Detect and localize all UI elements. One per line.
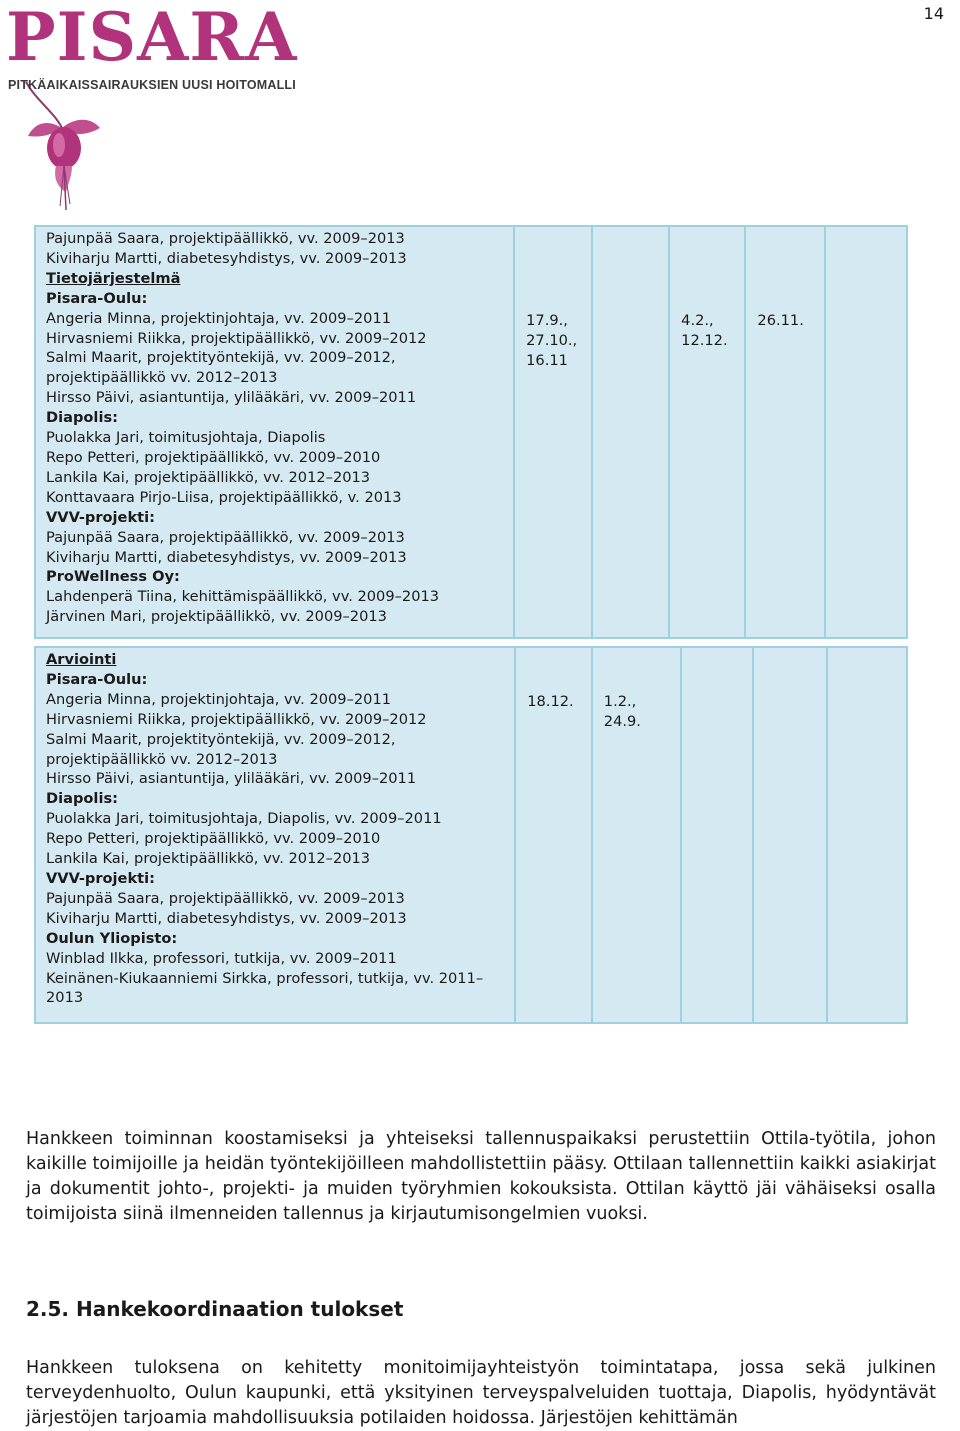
paragraph-results: Hankkeen tuloksena on kehitetty monitoimijayhteistyön toimintatapa, jossa sekä julkinen terveydenhuolto, Oulun kaupunki, että yksityinen terveyspalveluiden tuottaja, Diapolis, hyödyntävät järjestöjen tarjoamia mahdollisuuksia potilaiden hoidossa. Järjestöjen kehittämän [26,1358,936,1428]
participant-line: Lahdenperä Tiina, kehittämispäällikkö, vv. 2009–2013 [46,588,440,606]
group-heading: Diapolis: [46,409,118,427]
participant-line: Kiviharju Martti, diabetesyhdistys, vv. 2009–2013 [46,909,407,927]
group-heading: Tietojärjestelmä [46,269,181,287]
participant-line: Angeria Minna, projektinjohtaja, vv. 2009–2011 [46,690,392,708]
table-cell-date: 26.11. [745,226,824,638]
table-cell-participants [35,647,515,1023]
table-cell-date: 17.9., 27.10., 16.11 [514,226,591,638]
group-heading: Pisara-Oulu: [46,289,148,307]
paragraph-ottila: Hankkeen toiminnan koostamiseksi ja yhteiseksi tallennuspaikaksi perustettiin Ottila-työtila, johon kaikille toimijoille ja heidän työntekijöilleen mahdollistettiin pääsy. Ottilaan tallennettiin kaikki asiakirjat ja dokumentit johto-, projekti- ja muiden työryhmien kokouksista. Ottilan käyttö jäi vähäiseksi osalla toimijoista siinä ilmenneiden tallennus ja kirjautumisongelmien vuoksi. [26,1129,936,1224]
participant-line: Konttavaara Pirjo-Liisa, projektipäällikkö, v. 2013 [46,488,402,506]
participant-line: Winblad Ilkka, professori, tutkija, vv. 2009–2011 [46,949,397,967]
participant-line: 2013 [46,989,84,1007]
participant-line: projektipäällikkö vv. 2012–2013 [46,369,278,387]
participant-line: Puolakka Jari, toimitusjohtaja, Diapolis, vv. 2009–2011 [46,810,442,828]
table-cell-date [827,647,907,1023]
participant-line: Salmi Maarit, projektityöntekijä, vv. 2009–2012, [46,730,396,748]
pisara-logo [6,0,298,225]
table-top [34,225,908,639]
participant-line: Hirvasniemi Riikka, projektipäällikkö, vv. 2009–2012 [46,710,427,728]
table-cell-date [753,647,828,1023]
group-heading: Arviointi [46,651,117,668]
participant-line: Repo Petteri, projektipäällikkö, vv. 2009–2010 [46,448,381,466]
logo-tagline: PITKÄAIKAISSAIRAUKSIEN UUSI HOITOMALLI [8,78,296,92]
participant-line: Repo Petteri, projektipäällikkö, vv. 2009–2010 [46,830,381,848]
table-bottom [34,646,908,1024]
participant-line: Puolakka Jari, toimitusjohtaja, Diapolis [46,429,326,447]
group-heading: VVV-projekti: [46,869,155,887]
group-heading: ProWellness Oy: [46,568,180,586]
participant-line: Keinänen-Kiukaanniemi Sirkka, professori, tutkija, vv. 2011– [46,969,484,987]
group-heading: Oulun Yliopisto: [46,929,178,947]
participant-line: Hirsso Päivi, asiantuntija, ylilääkäri, vv. 2009–2011 [46,389,417,407]
page-number: 14 [923,4,944,23]
participant-line: Lankila Kai, projektipäällikkö, vv. 2012–2013 [46,850,371,868]
participant-line: Hirsso Päivi, asiantuntija, ylilääkäri, vv. 2009–2011 [46,770,417,788]
table-cell-date: 1.2., 24.9. [592,647,681,1023]
participant-line: Kiviharju Martti, diabetesyhdistys, vv. 2009–2013 [46,249,407,267]
table-cell-date: 18.12. [515,647,592,1023]
participant-line: Järvinen Mari, projektipäällikkö, vv. 2009–2013 [46,608,387,626]
table-cell-date [825,226,907,638]
participant-line: Kiviharju Martti, diabetesyhdistys, vv. 2009–2013 [46,548,407,566]
participant-line: Salmi Maarit, projektityöntekijä, vv. 2009–2012, [46,349,396,367]
table-cell-date [681,647,753,1023]
section-heading: 2.5. Hankekoordinaation tulokset [26,1297,404,1321]
table-cell-participants [35,226,514,638]
participant-line: Hirvasniemi Riikka, projektipäällikkö, vv. 2009–2012 [46,329,427,347]
participant-line: projektipäällikkö vv. 2012–2013 [46,750,278,768]
participant-line: Pajunpää Saara, projektipäällikkö, vv. 2009–2013 [46,889,405,907]
table-row [35,647,907,1023]
participant-line: Lankila Kai, projektipäällikkö, vv. 2012–2013 [46,468,371,486]
participant-line: Pajunpää Saara, projektipäällikkö, vv. 2009–2013 [46,528,405,546]
participant-line: Angeria Minna, projektinjohtaja, vv. 2009–2011 [46,309,392,327]
group-heading: Pisara-Oulu: [46,670,148,688]
table-cell-date [592,226,670,638]
participant-line: Pajunpää Saara, projektipäällikkö, vv. 2009–2013 [46,230,405,247]
table-row [35,226,907,638]
group-heading: VVV-projekti: [46,508,155,526]
table-cell-date: 4.2., 12.12. [669,226,745,638]
logo-wordmark: PISARA [6,0,298,76]
group-heading: Diapolis: [46,790,118,808]
